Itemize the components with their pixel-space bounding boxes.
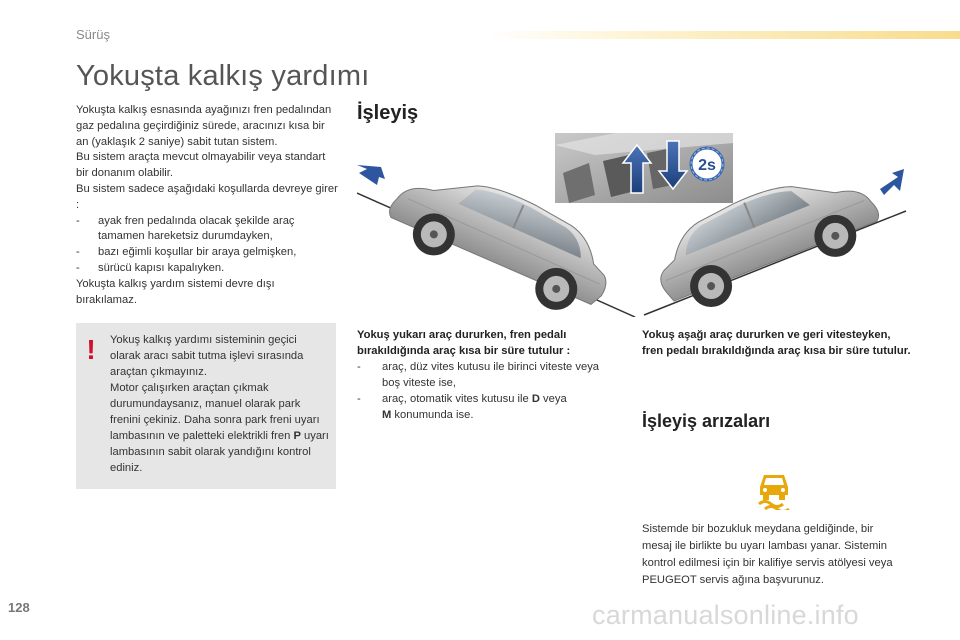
- warning-box: [76, 323, 336, 489]
- intro-text: [76, 103, 338, 308]
- section-label: Sürüş: [76, 27, 110, 42]
- header-accent-bar: [486, 31, 960, 39]
- page-title: Yokuşta kalkış yardımı: [76, 60, 370, 92]
- uphill-caption-title: Yokuş yukarı araç dururken, fren pedalı bırakıldığında araç kısa bir süre tutulur :: [357, 329, 571, 357]
- faults-heading: İşleyiş arızaları: [642, 411, 771, 431]
- intro-paragraph: Yokuşta kalkış esnasında ayağınızı fren pedalından gaz pedalına geçirdiğiniz sürede, aracınızı kısa bir an (yaklaşık 2 saniye) sabit tutan sistem.: [76, 104, 332, 148]
- downhill-caption: Yokuş aşağı araç dururken ve geri vitesteyken, fren pedalı bırakıldığında araç kısa bir süre tutulur.: [642, 329, 911, 357]
- stability-warning-icon: [755, 470, 793, 510]
- list-item: - araç, düz vites kutusu ile birinci viteste veya boş viteste ise,: [357, 361, 600, 389]
- downhill-car-illustration: [630, 165, 910, 317]
- intro-paragraph: Bu sistem araçta mevcut olmayabilir veya standart bir donanım olabilir.: [76, 151, 326, 180]
- faults-text: Sistemde bir bozukluk meydana geldiğinde, bir mesaj ile birlikte bu uyarı lambası yanar. Sistemin kontrol edilmesi için bir kalifiye servis atölyesi veya PEUGEOT servis ağına başvurunuz.: [642, 523, 893, 586]
- uphill-car-illustration: [357, 165, 637, 317]
- intro-paragraph: Yokuşta kalkış yardım sistemi devre dışı bırakılamaz.: [76, 277, 275, 306]
- watermark: carmanualsonline.info: [592, 600, 859, 630]
- downhill-arrow: [880, 169, 904, 195]
- warning-text: Yokuş kalkış yardımı sisteminin geçici olarak aracı sabit tutma işlevi sırasında araçtan çıkmayınız. Motor çalışırken araçtan çıkmak durumundaysanız, manuel olarak park frenini çekiniz. Daha sonra park freni uyarı lambasının ve paletteki elektrikli fren P uyarı lambasının sabit olarak yandığını kontrol ediniz.: [110, 334, 329, 474]
- uphill-caption: [357, 327, 619, 423]
- timer-label: 2s: [698, 157, 716, 174]
- exclamation-icon: !: [86, 334, 96, 365]
- list-item: - bazı eğimli koşullar bir araya gelmişken,: [76, 246, 297, 259]
- intro-paragraph: Bu sistem sadece aşağıdaki koşullarda devreye girer :: [76, 182, 338, 211]
- uphill-arrow: [357, 165, 385, 185]
- list-item: - araç, otomatik vites kutusu ile D veya M konumunda ise.: [357, 393, 567, 421]
- list-item: - sürücü kapısı kapalıyken.: [76, 261, 225, 274]
- operation-heading: İşleyiş: [357, 102, 419, 124]
- list-item: - ayak fren pedalında olacak şekilde araç tamamen hareketsiz durumdayken,: [76, 214, 295, 243]
- page-number: 128: [8, 600, 30, 615]
